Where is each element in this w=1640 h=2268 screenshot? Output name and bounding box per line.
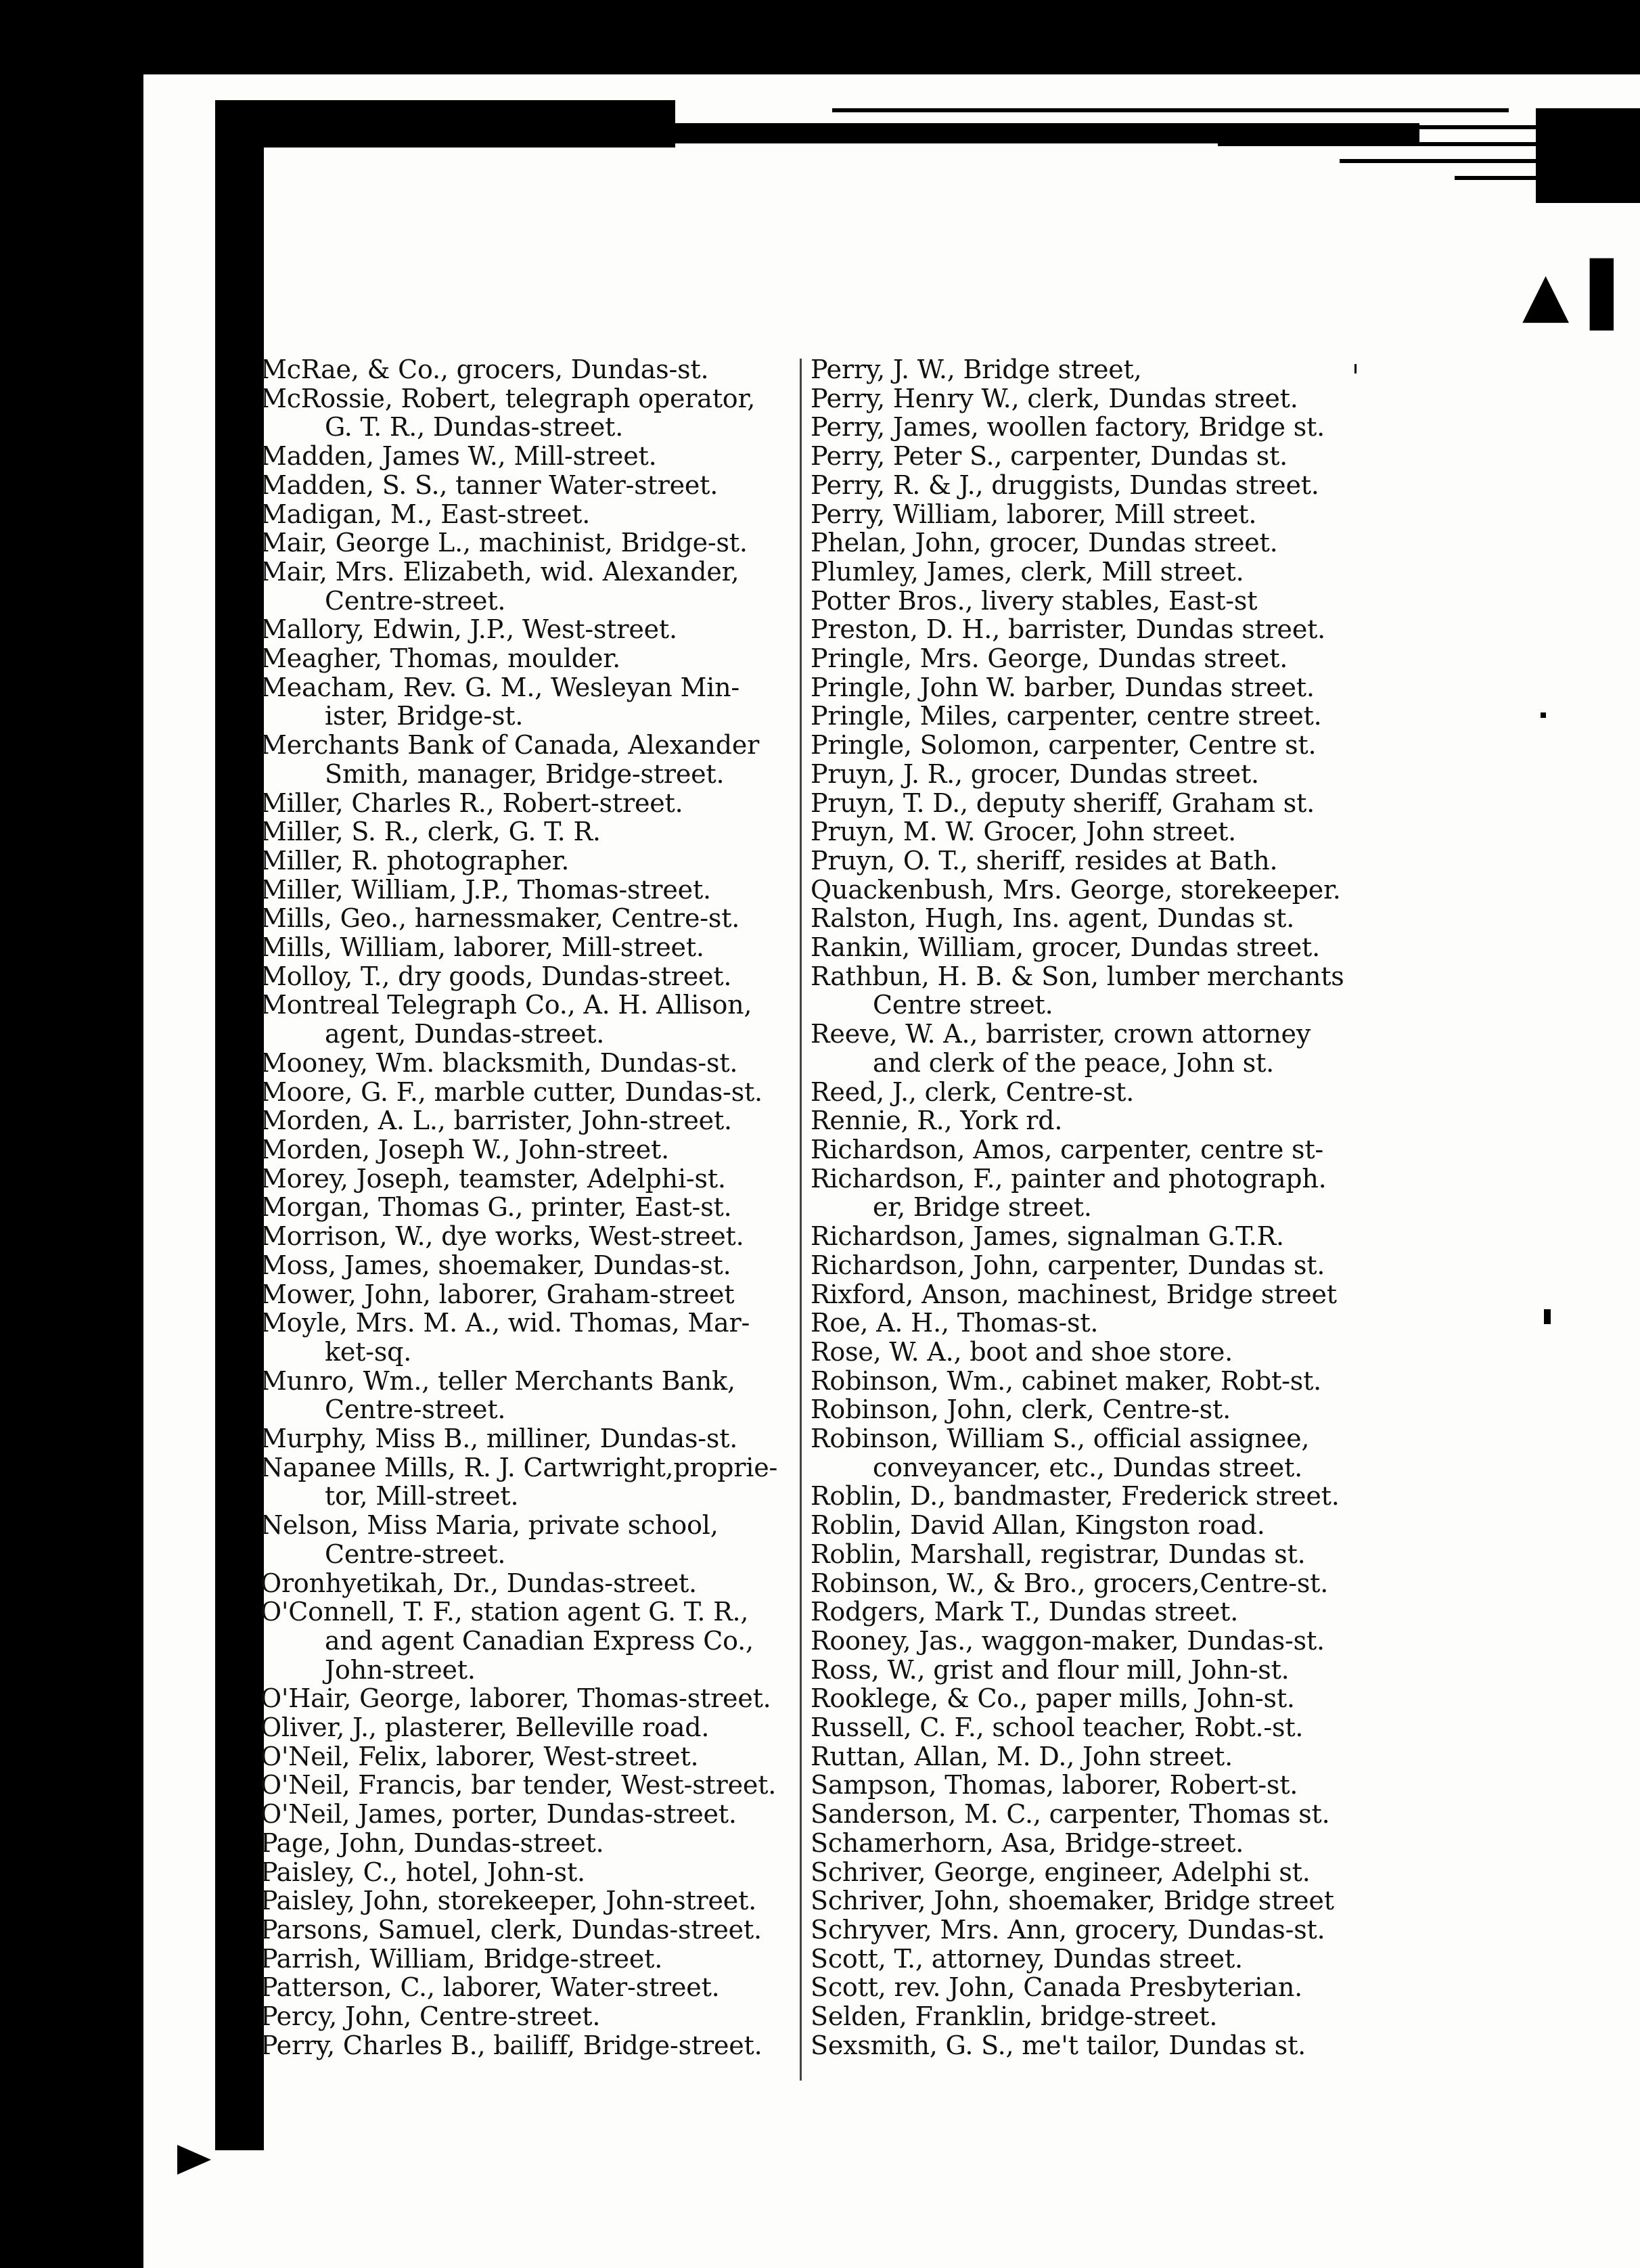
directory-entry: O'Neil, Francis, bar tender, West-street. bbox=[260, 1770, 777, 1800]
directory-entry: Moore, G. F., marble cutter, Dundas-st. bbox=[260, 1076, 762, 1107]
directory-entry-continuation: ket-sq. bbox=[325, 1336, 412, 1367]
directory-entry: Parsons, Samuel, clerk, Dundas-street. bbox=[260, 1914, 762, 1945]
directory-entry: Robinson, John, clerk, Centre-st. bbox=[811, 1394, 1231, 1425]
directory-entry: Rennie, R., York rd. bbox=[811, 1106, 1063, 1136]
directory-entry: Mills, William, laborer, Mill-street. bbox=[260, 932, 704, 963]
directory-entry: Miller, William, J.P., Thomas-street. bbox=[260, 874, 711, 905]
directory-entry: Morden, A. L., barrister, John-street. bbox=[260, 1106, 732, 1136]
directory-entry: Meagher, Thomas, moulder. bbox=[260, 643, 620, 674]
directory-entry: Mair, George L., machinist, Bridge-st. bbox=[260, 528, 748, 558]
directory-entry: Schriver, John, shoemaker, Bridge street bbox=[811, 1886, 1334, 1916]
directory-entry: Phelan, John, grocer, Dundas street. bbox=[811, 528, 1278, 558]
directory-entry: McRae, & Co., grocers, Dundas-st. bbox=[260, 355, 709, 384]
directory-entry: Sexsmith, G. S., me't tailor, Dundas st. bbox=[811, 2030, 1306, 2060]
page-edge-fragment: ▲ ▌ bbox=[1522, 258, 1637, 330]
directory-entry-continuation: G. T. R., Dundas-street. bbox=[325, 412, 624, 443]
directory-entry: Morden, Joseph W., John-street. bbox=[260, 1134, 669, 1164]
directory-entry: Schriver, George, engineer, Adelphi st. bbox=[811, 1857, 1311, 1887]
directory-entry: Roe, A. H., Thomas-st. bbox=[811, 1308, 1099, 1338]
directory-entry: Munro, Wm., teller Merchants Bank, bbox=[260, 1365, 735, 1396]
directory-entry: Perry, Henry W., clerk, Dundas street. bbox=[811, 383, 1298, 413]
directory-entry: Madden, S. S., tanner Water-street. bbox=[260, 470, 719, 500]
directory-entry: Moss, James, shoemaker, Dundas-st. bbox=[260, 1250, 731, 1280]
directory-entry-continuation: Centre-street. bbox=[325, 1539, 506, 1569]
directory-entry: Perry, Peter S., carpenter, Dundas st. bbox=[811, 441, 1288, 472]
directory-entry: Paisley, John, storekeeper, John-street. bbox=[260, 1886, 757, 1916]
directory-entry: Mooney, Wm. blacksmith, Dundas-st. bbox=[260, 1047, 738, 1078]
directory-entry: Rooney, Jas., waggon-maker, Dundas-st. bbox=[811, 1625, 1325, 1656]
page-corner-arrow-icon bbox=[177, 2145, 211, 2175]
scan-speck bbox=[1541, 712, 1546, 718]
directory-entry-continuation: Centre street. bbox=[873, 990, 1053, 1020]
directory-entry: Pringle, Miles, carpenter, centre street. bbox=[811, 701, 1322, 731]
directory-entry: Montreal Telegraph Co., A. H. Allison, bbox=[260, 990, 752, 1020]
directory-entry: Scott, T., attorney, Dundas street. bbox=[811, 1943, 1243, 1974]
directory-entry: Meacham, Rev. G. M., Wesleyan Min- bbox=[260, 672, 740, 702]
directory-entry: Quackenbush, Mrs. George, storekeeper. bbox=[811, 874, 1341, 905]
directory-entry: O'Neil, Felix, laborer, West-street. bbox=[260, 1741, 699, 1771]
directory-entry-continuation: Centre-street. bbox=[325, 1394, 506, 1425]
directory-entry: Morrison, W., dye works, West-street. bbox=[260, 1221, 744, 1252]
directory-entry: Rodgers, Mark T., Dundas street. bbox=[811, 1597, 1239, 1627]
directory-entry-continuation: Centre-street. bbox=[325, 585, 506, 616]
directory-entry: Morey, Joseph, teamster, Adelphi-st. bbox=[260, 1163, 726, 1194]
directory-entry: Miller, Charles R., Robert-street. bbox=[260, 788, 683, 818]
directory-entry-continuation: tor, Mill-street. bbox=[325, 1481, 519, 1512]
directory-entry: Plumley, James, clerk, Mill street. bbox=[811, 556, 1244, 587]
directory-entry: Sampson, Thomas, laborer, Robert-st. bbox=[811, 1770, 1298, 1800]
directory-entry: Rose, W. A., boot and shoe store. bbox=[811, 1336, 1233, 1367]
directory-entry: Reeve, W. A., barrister, crown attorney bbox=[811, 1019, 1311, 1049]
directory-entry: Page, John, Dundas-street. bbox=[260, 1828, 604, 1858]
directory-entry: Perry, R. & J., druggists, Dundas street. bbox=[811, 470, 1319, 500]
directory-entry: Rankin, William, grocer, Dundas street. bbox=[811, 932, 1320, 963]
directory-entry: Moyle, Mrs. M. A., wid. Thomas, Mar- bbox=[260, 1308, 750, 1338]
directory-entry: Parrish, William, Bridge-street. bbox=[260, 1943, 663, 1974]
directory-entry: Selden, Franklin, bridge-street. bbox=[811, 2001, 1218, 2032]
column-divider bbox=[800, 359, 802, 2081]
directory-entry: O'Hair, George, laborer, Thomas-street. bbox=[260, 1683, 771, 1714]
directory-entry: Roblin, Marshall, registrar, Dundas st. bbox=[811, 1539, 1306, 1569]
directory-entry: Schamerhorn, Asa, Bridge-street. bbox=[811, 1828, 1244, 1858]
directory-entry: Oronhyetikah, Dr., Dundas-street. bbox=[260, 1568, 697, 1598]
scan-edge-mark bbox=[1536, 108, 1640, 203]
directory-entry: Robinson, W., & Bro., grocers,Centre-st. bbox=[811, 1568, 1329, 1598]
directory-entry: Ruttan, Allan, M. D., John street. bbox=[811, 1741, 1233, 1771]
directory-entry: Richardson, Amos, carpenter, centre st- bbox=[811, 1134, 1324, 1164]
directory-entry: Roblin, David Allan, Kingston road. bbox=[811, 1510, 1265, 1541]
directory-entry: Perry, Charles B., bailiff, Bridge-street. bbox=[260, 2030, 762, 2060]
directory-column-right bbox=[811, 355, 1359, 2060]
directory-entry: Ross, W., grist and flour mill, John-st. bbox=[811, 1654, 1290, 1685]
directory-entry: Mills, Geo., harnessmaker, Centre-st. bbox=[260, 903, 740, 934]
directory-entry: Russell, C. F., school teacher, Robt.-st. bbox=[811, 1713, 1304, 1743]
directory-entry: Scott, rev. John, Canada Presbyterian. bbox=[811, 1972, 1302, 2003]
page-border-left bbox=[215, 100, 264, 2150]
directory-entry-continuation: Smith, manager, Bridge-street. bbox=[325, 758, 725, 789]
directory-entry: Pringle, John W. barber, Dundas street. bbox=[811, 672, 1315, 702]
directory-entry-continuation: conveyancer, etc., Dundas street. bbox=[873, 1452, 1303, 1482]
directory-entry: Murphy, Miss B., milliner, Dundas-st. bbox=[260, 1424, 738, 1454]
directory-entry: Mair, Mrs. Elizabeth, wid. Alexander, bbox=[260, 556, 739, 587]
directory-entry: Sanderson, M. C., carpenter, Thomas st. bbox=[811, 1799, 1330, 1830]
directory-entry: Pringle, Mrs. George, Dundas street. bbox=[811, 643, 1288, 674]
directory-entry-continuation: and clerk of the peace, John st. bbox=[873, 1047, 1275, 1078]
directory-entry: Pruyn, O. T., sheriff, resides at Bath. bbox=[811, 845, 1278, 876]
directory-entry: Robinson, Wm., cabinet maker, Robt-st. bbox=[811, 1365, 1322, 1396]
directory-entry: Paisley, C., hotel, John-st. bbox=[260, 1857, 585, 1887]
directory-entry: Pruyn, M. W. Grocer, John street. bbox=[811, 817, 1237, 847]
directory-entry: Nelson, Miss Maria, private school, bbox=[260, 1510, 719, 1541]
directory-entry: Merchants Bank of Canada, Alexander bbox=[260, 730, 760, 761]
directory-entry-continuation: agent, Dundas-street. bbox=[325, 1019, 605, 1049]
directory-entry: Perry, William, laborer, Mill street. bbox=[811, 499, 1257, 529]
page-border-stripes bbox=[812, 95, 1640, 203]
directory-entry: O'Neil, James, porter, Dundas-street. bbox=[260, 1799, 737, 1830]
directory-entry: Miller, R. photographer. bbox=[260, 845, 570, 876]
directory-entry: Richardson, James, signalman G.T.R. bbox=[811, 1221, 1284, 1252]
directory-entry: Patterson, C., laborer, Water-street. bbox=[260, 1972, 720, 2003]
directory-entry: Ralston, Hugh, Ins. agent, Dundas st. bbox=[811, 903, 1295, 934]
directory-entry: Perry, James, woollen factory, Bridge st. bbox=[811, 412, 1325, 443]
directory-entry: Madigan, M., East-street. bbox=[260, 499, 591, 529]
scan-speck bbox=[1544, 1309, 1551, 1324]
directory-entry: Napanee Mills, R. J. Cartwright,proprie- bbox=[260, 1452, 778, 1482]
directory-entry: Preston, D. H., barrister, Dundas street. bbox=[811, 614, 1326, 645]
directory-entry-continuation: ister, Bridge-st. bbox=[325, 701, 524, 731]
directory-entry-continuation: er, Bridge street. bbox=[873, 1192, 1092, 1223]
directory-entry: Pruyn, J. R., grocer, Dundas street. bbox=[811, 758, 1259, 789]
directory-entry: Rooklege, & Co., paper mills, John-st. bbox=[811, 1683, 1295, 1714]
directory-entry: Roblin, D., bandmaster, Frederick street. bbox=[811, 1481, 1340, 1512]
directory-entry: Madden, James W., Mill-street. bbox=[260, 441, 657, 472]
directory-entry: Morgan, Thomas G., printer, East-st. bbox=[260, 1192, 732, 1223]
directory-entry: Oliver, J., plasterer, Belleville road. bbox=[260, 1713, 710, 1743]
directory-entry: Rixford, Anson, machinest, Bridge street bbox=[811, 1279, 1337, 1309]
directory-entry: Mower, John, laborer, Graham-street bbox=[260, 1279, 735, 1309]
directory-entry: Rathbun, H. B. & Son, lumber merchants bbox=[811, 961, 1344, 991]
directory-entry: Molloy, T., dry goods, Dundas-street. bbox=[260, 961, 732, 991]
directory-entry: Richardson, F., painter and photograph. bbox=[811, 1163, 1327, 1194]
directory-entry: Reed, J., clerk, Centre-st. bbox=[811, 1076, 1135, 1107]
directory-entry-continuation: John-street. bbox=[325, 1654, 476, 1685]
directory-entry: Percy, John, Centre-street. bbox=[260, 2001, 601, 2032]
directory-column-left bbox=[260, 355, 795, 2060]
directory-entry: Pruyn, T. D., deputy sheriff, Graham st. bbox=[811, 788, 1315, 818]
page-border-top bbox=[215, 100, 675, 148]
directory-entry: Mallory, Edwin, J.P., West-street. bbox=[260, 614, 677, 645]
directory-entry: Potter Bros., livery stables, East-st bbox=[811, 585, 1258, 616]
directory-entry: Robinson, William S., official assignee, bbox=[811, 1424, 1310, 1454]
directory-entry: Perry, J. W., Bridge street, bbox=[811, 355, 1142, 384]
directory-entry-continuation: and agent Canadian Express Co., bbox=[325, 1625, 754, 1656]
directory-entry: Miller, S. R., clerk, G. T. R. bbox=[260, 817, 601, 847]
directory-entry: Schryver, Mrs. Ann, grocery, Dundas-st. bbox=[811, 1914, 1325, 1945]
directory-entry: Pringle, Solomon, carpenter, Centre st. bbox=[811, 730, 1317, 761]
directory-entry: Richardson, John, carpenter, Dundas st. bbox=[811, 1250, 1325, 1280]
directory-entry: McRossie, Robert, telegraph operator, bbox=[260, 383, 756, 413]
directory-entry: O'Connell, T. F., station agent G. T. R., bbox=[260, 1597, 749, 1627]
